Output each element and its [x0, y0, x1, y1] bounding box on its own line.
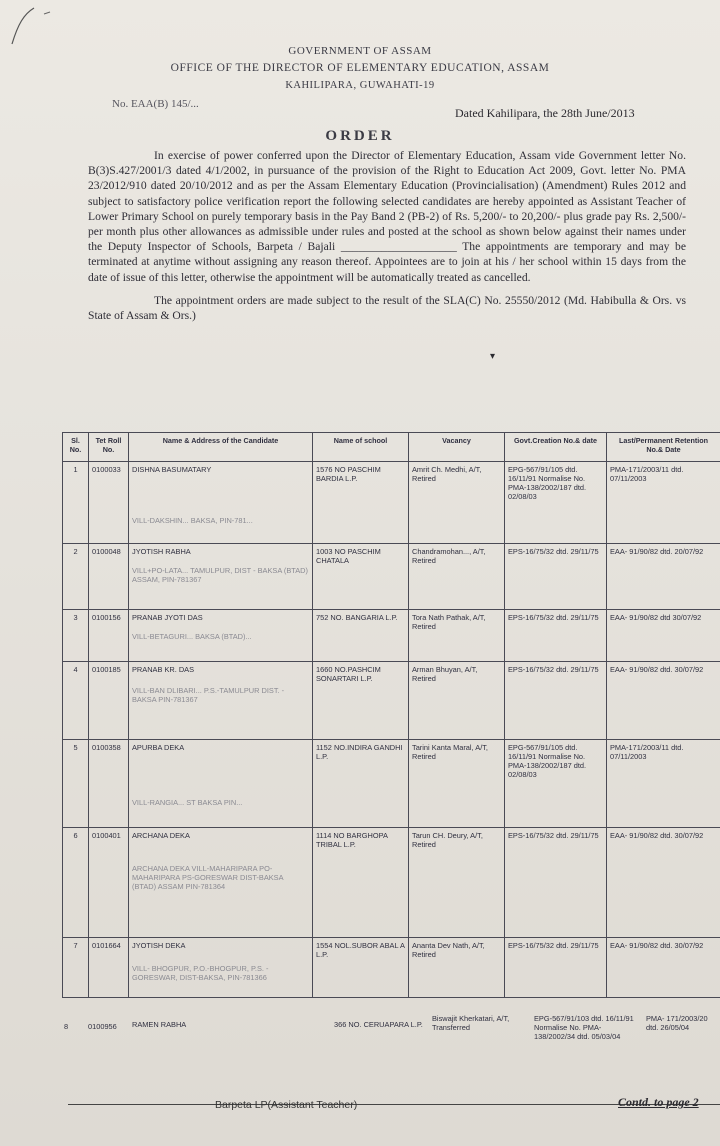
- col-roll: Tet Roll No.: [89, 433, 129, 462]
- cell-roll: 0100048: [89, 544, 129, 610]
- candidate-name: PRANAB JYOTI DAS: [132, 613, 203, 622]
- cell-name: [129, 828, 313, 938]
- cell-school: 1660 NO.PASHCIM SONARTARI L.P.: [313, 662, 409, 740]
- table-row: [63, 662, 720, 740]
- candidate-address: VILL-BETAGURI... BAKSA (BTAD)...: [132, 632, 252, 641]
- cell-name: [129, 610, 313, 662]
- cell-vacancy: Arman Bhuyan, A/T, Retired: [409, 662, 505, 740]
- appointment-table: [62, 432, 720, 998]
- cell-sl: 2: [63, 544, 89, 610]
- candidate-address: VILL- BHOGPUR, P.O.-BHOGPUR, P.S. - GORESWAR, DIST-BAKSA, PIN-781366: [132, 964, 269, 982]
- col-vacancy: Vacancy: [409, 433, 505, 462]
- header-office: OFFICE OF THE DIRECTOR OF ELEMENTARY EDUCATION, ASSAM: [170, 62, 550, 74]
- cell-school: 1576 NO PASCHIM BARDIA L.P.: [313, 462, 409, 544]
- cell-creation: EPS-16/75/32 dtd. 29/11/75: [505, 938, 607, 998]
- table-row: [63, 462, 720, 544]
- header-address: KAHILIPARA, GUWAHATI-19: [285, 80, 435, 91]
- cell-roll: 0100401: [89, 828, 129, 938]
- cell-vacancy: Ananta Dev Nath, A/T, Retired: [409, 938, 505, 998]
- table-row: [63, 610, 720, 662]
- cell-sl: 5: [63, 740, 89, 828]
- cell-vacancy: Tarini Kanta Maral, A/T, Retired: [409, 740, 505, 828]
- candidate-address: VILL+PO-LATA... TAMULPUR, DIST - BAKSA (BTAD) ASSAM, PIN-781367: [132, 566, 308, 584]
- cell-school: 1114 NO BARGHOPA TRIBAL L.P.: [313, 828, 409, 938]
- row8-roll: 0100956: [88, 1022, 117, 1031]
- cell-roll: 0101664: [89, 938, 129, 998]
- candidate-address: VILL-RANGIA... ST BAKSA PIN...: [132, 798, 243, 807]
- candidate-name: DISHNA BASUMATARY: [132, 465, 212, 474]
- cell-name: [129, 544, 313, 610]
- order-title: ORDER: [325, 128, 395, 144]
- cell-school: 1003 NO PASCHIM CHATALA: [313, 544, 409, 610]
- cell-sl: 3: [63, 610, 89, 662]
- cell-retention: PMA-171/2003/11 dtd. 07/11/2003: [607, 740, 720, 828]
- cell-school: 1554 NOL.SUBOR ABAL A L.P.: [313, 938, 409, 998]
- candidate-name: PRANAB KR. DAS: [132, 665, 195, 674]
- candidate-name: JYOTISH RABHA: [132, 547, 191, 556]
- order-paragraph-2: The appointment orders are made subject to the result of the SLA(C) No. 25550/2012 (Md. Habibulla & Ors. vs State of Assam & Ors.): [88, 293, 686, 323]
- col-sl: Sl. No.: [63, 433, 89, 462]
- date-line: Dated Kahilipara, the 28th June/2013: [455, 106, 635, 120]
- cell-retention: EAA- 91/90/82 dtd. 30/07/92: [607, 662, 720, 740]
- candidate-name: ARCHANA DEKA: [132, 831, 190, 840]
- table-row: [63, 544, 720, 610]
- cell-sl: 6: [63, 828, 89, 938]
- stray-mark: ▾: [490, 351, 496, 362]
- table-row: [63, 828, 720, 938]
- cell-name: [129, 938, 313, 998]
- col-school: Name of school: [313, 433, 409, 462]
- row8-vacancy: Biswajit Kherkatari, A/T, Transferred: [432, 1014, 510, 1032]
- candidate-name: APURBA DEKA: [132, 743, 185, 752]
- cell-retention: EAA- 91/90/82 dtd. 30/07/92: [607, 938, 720, 998]
- cell-creation: EPS-16/75/32 dtd. 29/11/75: [505, 544, 607, 610]
- table-row: [63, 740, 720, 828]
- row8-creation: EPG-567/91/103 dtd. 16/11/91 Normalise No. PMA-138/2002/34 dtd. 05/03/04: [534, 1014, 634, 1041]
- col-name: Name & Address of the Candidate: [129, 433, 313, 462]
- candidate-address: ARCHANA DEKA VILL-MAHARIPARA PO-MAHARIPARA PS-GORESWAR DIST-BAKSA (BTAD) ASSAM PIN-781364: [132, 864, 284, 891]
- cell-name: [129, 462, 313, 544]
- table-header-row: [63, 433, 720, 462]
- cell-vacancy: Tarun CH. Deury, A/T, Retired: [409, 828, 505, 938]
- cell-vacancy: Amrit Ch. Medhi, A/T, Retired: [409, 462, 505, 544]
- cell-sl: 1: [63, 462, 89, 544]
- cell-name: [129, 662, 313, 740]
- cell-roll: 0100358: [89, 740, 129, 828]
- row8-name: RAMEN RABHA: [132, 1020, 187, 1029]
- cell-retention: EAA- 91/90/82 dtd. 20/07/92: [607, 544, 720, 610]
- col-retention: Last/Permanent Retention No.& Date: [607, 433, 720, 462]
- cell-retention: PMA-171/2003/11 dtd. 07/11/2003: [607, 462, 720, 544]
- cell-sl: 4: [63, 662, 89, 740]
- cell-retention: EAA- 91/90/82 dtd. 30/07/92: [607, 828, 720, 938]
- cell-creation: EPG-567/91/105 dtd. 16/11/91 Normalise No. PMA-138/2002/187 dtd. 02/08/03: [505, 462, 607, 544]
- candidate-address: VILL-BAN DLIBARI... P.S.-TAMULPUR DIST. - BAKSA PIN-781367: [132, 686, 285, 704]
- footer-school-category: Barpeta LP(Assistant Teacher): [215, 1099, 358, 1111]
- cell-roll: 0100033: [89, 462, 129, 544]
- candidate-address: VILL-DAKSHIN... BAKSA, PIN-781...: [132, 516, 253, 525]
- cell-school: 752 NO. BANGARIA L.P.: [313, 610, 409, 662]
- candidate-name: JYOTISH DEKA: [132, 941, 186, 950]
- cell-creation: EPS-16/75/32 dtd. 29/11/75: [505, 662, 607, 740]
- cell-creation: EPS-16/75/32 dtd. 29/11/75: [505, 610, 607, 662]
- order-paragraph-1: In exercise of power conferred upon the Director of Elementary Education, Assam vide Government letter No. B(3)S.427/2001/3 dated 4/1/2002, in pursuance of the provision of the Right to Education Act 2009, Govt. letter No. PMA 23/2012/910 dated 20/10/2012 and as per the Assam Elementary Education (Provincialisation) (Amendment) Rules 2012 and subject to satisfactory police verification report the following selected candidates are hereby appointed as Assistant Teacher of Lower Primary School on purely temporary basis in the Pay Band 2 (PB-2) of Rs. 5,200/- to 20,200/- plus grade pay Rs. 2,500/- per month plus other allowances as admissible under rules and posted at the school as shown below against their names under the Deputy Inspector of Schools, Barpeta / Bajali ____________________ The appointments are temporary and may be terminated at anytime without assigning any reason thereof. Appointees are to join at his / her school within 15 days from the date of issue of this letter, otherwise the appointment will be automatically treated as cancelled.: [88, 149, 686, 284]
- cell-sl: 7: [63, 938, 89, 998]
- reference-number: No. EAA(B) 145/...: [112, 98, 199, 110]
- cell-creation: EPS-16/75/32 dtd. 29/11/75: [505, 828, 607, 938]
- cell-retention: EAA- 91/90/82 dtd 30/07/92: [607, 610, 720, 662]
- cell-roll: 0100156: [89, 610, 129, 662]
- order-body: [88, 148, 686, 323]
- col-creation: Govt.Creation No.& date: [505, 433, 607, 462]
- row8-sl: 8: [64, 1022, 69, 1031]
- header-government: GOVERNMENT OF ASSAM: [288, 45, 432, 57]
- footer-continued: Contd. to page 2: [618, 1095, 699, 1109]
- cell-name: [129, 740, 313, 828]
- table-row: [63, 938, 720, 998]
- row8-retention: PMA- 171/2003/20 dtd. 26/05/04: [646, 1014, 708, 1032]
- cell-creation: EPG-567/91/105 dtd. 16/11/91 Normalise No. PMA-138/2002/187 dtd. 02/08/03: [505, 740, 607, 828]
- cell-vacancy: Chandramohan..., A/T, Retired: [409, 544, 505, 610]
- cell-vacancy: Tora Nath Pathak, A/T, Retired: [409, 610, 505, 662]
- row8-school: 366 NO. CERUAPARA L.P.: [334, 1020, 423, 1029]
- cell-school: 1152 NO.INDIRA GANDHI L.P.: [313, 740, 409, 828]
- cell-roll: 0100185: [89, 662, 129, 740]
